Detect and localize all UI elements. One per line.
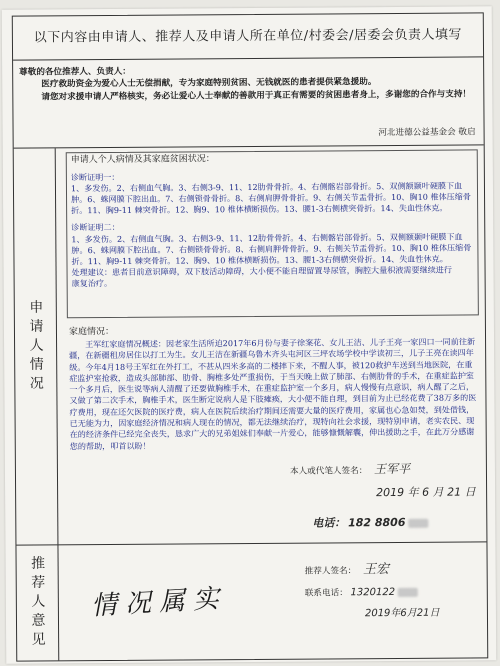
cert1-line: 折。11、胸9-11 棘突骨折。12、胸9、10 椎体横断损伤。13、腰1-3右侧横突骨折。14、失血性休克。 [71,202,448,216]
applicant-section [56,145,487,544]
cert2-line: 康复治疗。 [71,277,113,289]
recommender-sign-label: 推荐人签名： [304,566,357,577]
applicant-sign-label: 本人或代笔人签名： [289,466,368,477]
cert2-title: 诊断证明二： [71,222,120,233]
redaction-blur [408,519,428,528]
notice-line-2: 请您对求援申请人严格核实，务必让爱心人士奉献的善款用于真正有需要的贫困患者身上，多谢您的合作与支持！ [41,89,472,103]
recommender-phone-label: 联系电话： [304,588,348,599]
recommender-signature-row [305,558,389,578]
cert1-line: 1、多发伤。2、右侧血气胸。3、右侧3-9、11、12肋骨骨折。4、右侧髂岩部骨折。5、双侧额颞叶硬膜下血 [70,180,463,194]
applicant-side-label [14,148,59,544]
recommender-side-label [16,544,59,660]
condition-box [66,149,479,318]
recommender-phone: 1320122 [350,586,396,599]
recommender-side-label-text: 推荐人意见 [29,554,46,651]
notice-signature: 河北进德公益基金会 敬启 [378,127,476,138]
applicant-sign-date: 2019 年 6 月 21 日 [376,485,476,500]
family-description [69,336,478,452]
cert1-title: 诊断证明一： [70,171,120,183]
form-header: 以下内容由申请人、推荐人及申请人所在单位/村委会/居委会负责人填写 [13,13,483,60]
recommender-phone-row [305,586,418,599]
family-label: 家庭情况： [68,326,115,338]
cert1-line: 肿。6、蛛网膜下腔出血。7、右侧锁骨骨折。8、右侧肩胛骨骨折。9、右侧关节盂骨折。10、胸10 椎体压缩骨 [71,191,471,205]
notice-section [13,57,484,148]
recommender-signature: 王宏 [362,562,390,578]
condition-title: 申请人个人病情及其家庭贫困状况： [70,154,215,166]
cert2-line: 处理建议：患者目前意识障碍，双下肢活动障碍，大小便不能自理留置导尿管，胸腔大量积液需要继续进行 [71,264,453,278]
recommender-sign-date: 2019年6月21日 [364,607,440,620]
notice-salutation: 尊敬的各位推荐人、负责人： [19,66,131,78]
application-form-sheet [2,6,497,663]
recommender-section [58,541,487,660]
redaction-blur [398,588,418,597]
cert2-line: 肿。6、蛛网膜下腔出血。7、右侧锁骨骨折。8、右侧肩胛骨骨折。9、右侧关节盂骨折。10、胸10 椎体压缩骨 [71,242,472,255]
applicant-phone: 182 8806 [348,515,406,530]
applicant-phone-label: 电话： [312,516,346,530]
applicant-signature: 王军平 [373,461,411,477]
applicant-phone-row [312,514,428,531]
form-frame [12,12,488,661]
cert2-line: 折。11、胸9-11 棘突骨折。12、胸9、10 椎体横断损伤。13、腰1-3右侧横突骨折。14、失血性休克。 [71,253,448,266]
family-text: 王军红家庭情况概述：因老家生活所迫2017年6月份与妻子徐案花、女儿王洁、儿子王亮一家四口一同前往新疆，在新疆租房居住以打工为生。女儿王洁在新疆乌鲁木齐头屯河区三坪农场学校中学读初三，儿子王亮在读四年级。今年4月18号王军红在外打工，不甚从四米多高的二楼摔下来，不醒人事，被120救护车送到当地医院，在重症监护室抢救，造成头部肺部、肋骨、胸椎多处严重损伤，于当天晚上做了肺部、右侧肋骨的手术，在重症监护室一个多月后，医生说等病人清醒了还要做胸椎手术，在重症监护室一个多月，病人慢慢有点意识，病人醒了之后，又做了第二次手术，胸椎手术，医生断定说病人是下肢瘫痪，大小便不能自理，到目前为止已经花费了38万多的医疗费用，现在还欠医院的医疗费，病人在医院后续治疗期间还需要大量的医疗费用，家属也心急如焚，到处借钱，已无能为力，因家庭经济情况和病人现在的情况，都无法继续治疗，现特向社会求援，现特别申请，老实农民、现在的经济条件已经完全丧失，恳求广大的兄弟姐妹们奉献一片爱心，能够慷慨解囊，伸出援助之手，在此万分感谢您的帮助，叩首以盼！ [69,336,477,451]
applicant-side-label-text: 申请人情况 [27,298,44,395]
applicant-signature-row [290,460,410,478]
recommender-opinion: 情况属实 [90,583,228,622]
cert2-line: 1、多发伤。2、右侧血气胸。3、右侧3-9、11、12肋骨骨折。4、右侧髂岩部骨折。5、双侧额颞叶硬膜下血 [71,231,463,244]
notice-line-1: 医疗救助资金为爱心人士无偿捐献，专为家庭特别贫困、无钱就医的患者提供紧急援助。 [41,77,377,90]
